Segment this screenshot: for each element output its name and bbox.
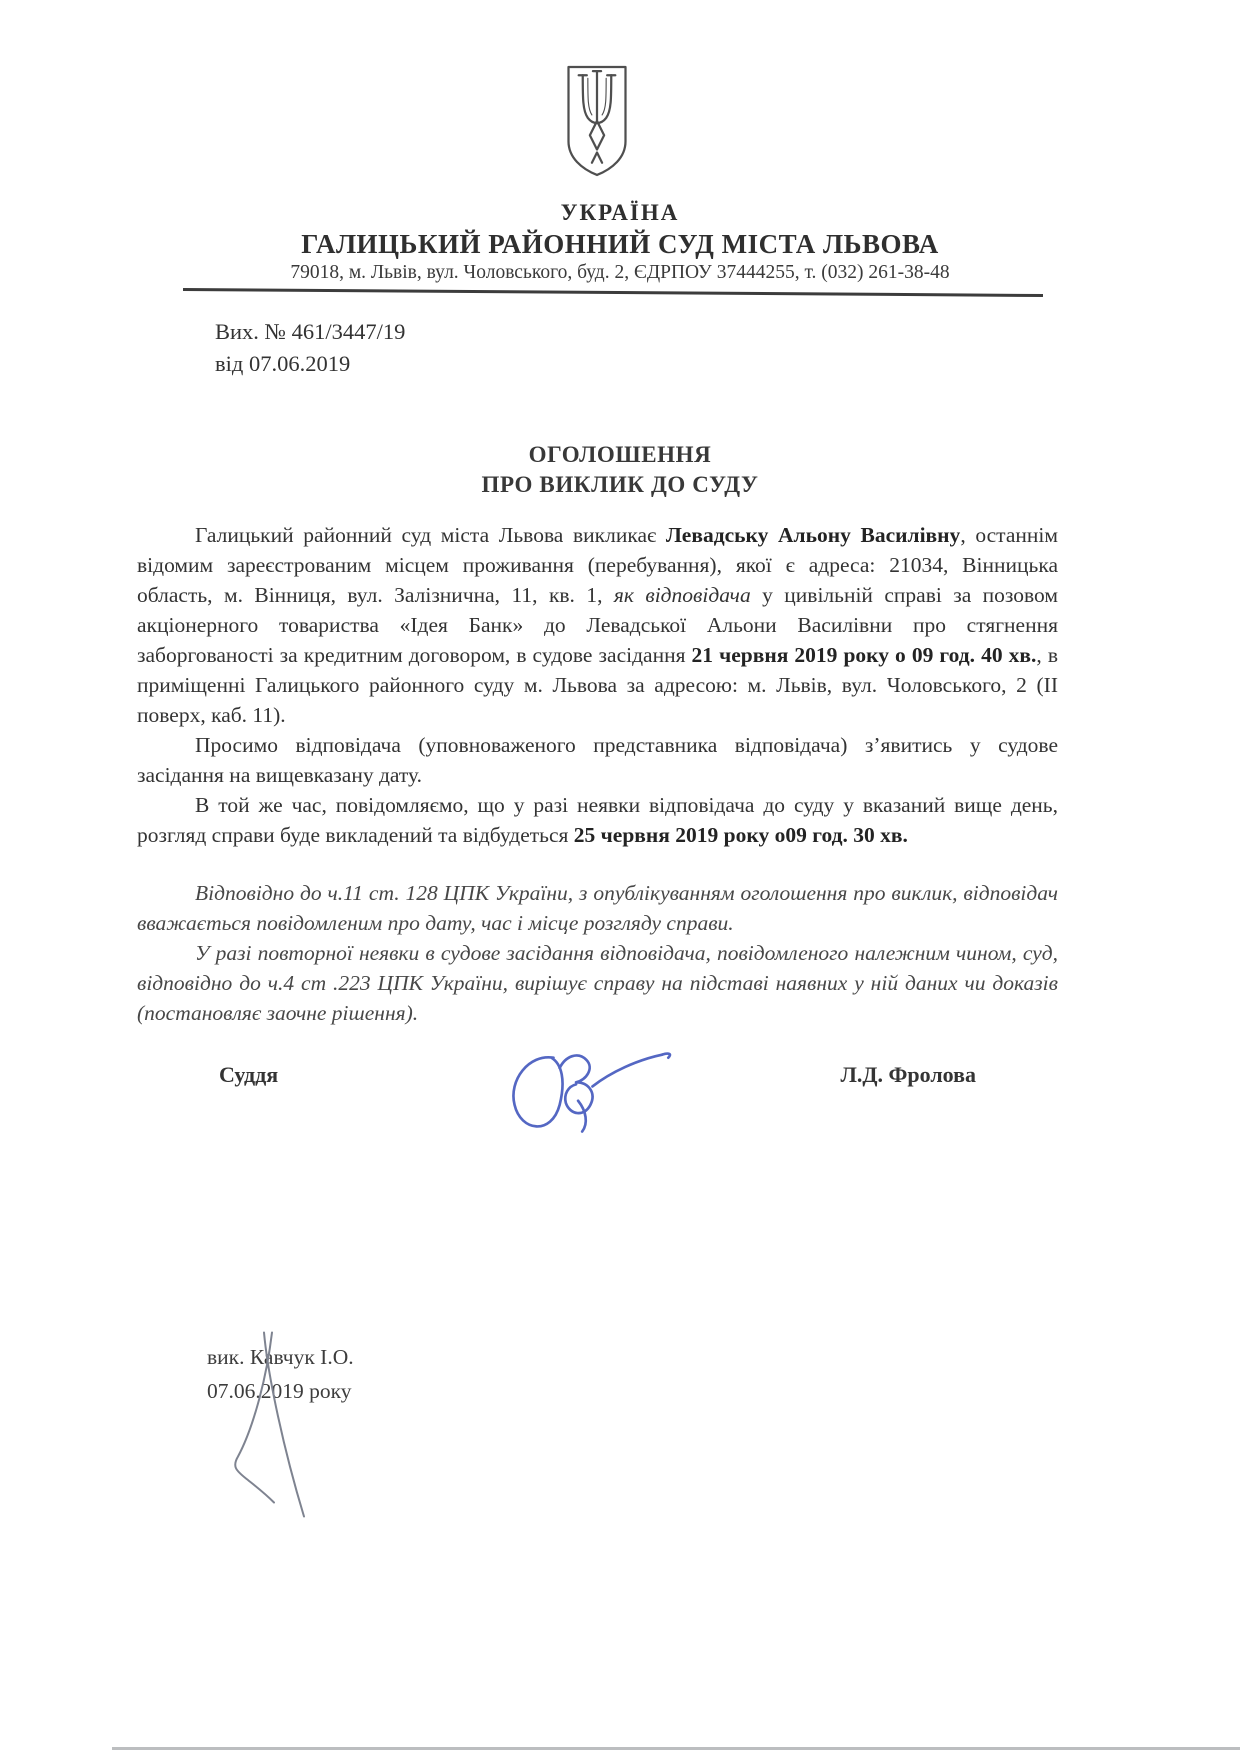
- executor-date: 07.06.2019 року: [207, 1379, 352, 1403]
- outgoing-date: від 07.06.2019: [215, 351, 351, 376]
- paragraph-appear-request: Просимо відповідача (уповноваженого представника відповідача) з’явитись у судове засідання на вищевказану дату.: [137, 733, 1058, 787]
- pen-stroke-icon: [212, 1328, 322, 1533]
- paragraph-summons: Галицький районний суд міста Львова викликає Левадську Альону Василівну, останнім відомим зареєстрованим місцем проживання (перебування), якої є адреса: 21034, Вінницька область, м. Вінниця, вул. Залізнична, 11, кв. 1, як відповідача у цивільній справі за позовом акціонерного товариства «Ідея Банк» до Левадської Альони Василівни про стягнення заборгованості за кредитним договором, в судове засідання 21 червня 2019 року о 09 год. 40 хв., в приміщенні Галицького районного суду м. Львова за адресою: м. Львів, вул. Чоловського, 2 (ІІ поверх, каб. 11).: [137, 523, 1059, 727]
- country-name: УКРАЇНА: [560, 200, 680, 225]
- header-rule: [183, 288, 1043, 297]
- court-address-line: 79018, м. Львів, вул. Чоловського, буд. 2, ЄДРПОУ 37444255, т. (032) 261-38-48: [290, 262, 950, 283]
- reference-block: [215, 316, 405, 380]
- outgoing-number: Вих. № 461/3447/19: [215, 319, 406, 344]
- executor-name: вик. Кавчук І.О.: [207, 1345, 354, 1369]
- judge-role-label: Суддя: [219, 1062, 279, 1087]
- document-title-line2: ПРО ВИКЛИК ДО СУДУ: [481, 472, 759, 497]
- judge-signature-icon: [492, 1040, 697, 1140]
- paragraph-legal-basis-128: Відповідно до ч.11 ст. 128 ЦПК України, з опублікуванням оголошення про виклик, відповідач вважається повідомленим про дату, час і місце розгляду справи.: [137, 881, 1058, 935]
- court-name: ГАЛИЦЬКИЙ РАЙОННИЙ СУД МІСТА ЛЬВОВА: [301, 229, 939, 259]
- ukraine-trident-emblem-icon: [562, 64, 632, 178]
- scan-edge-artifact: [112, 1747, 1240, 1750]
- paragraph-reschedule-notice: В той же час, повідомляємо, що у разі неявки відповідача до суду у вказаний вище день, розгляд справи буде викладений та відбудеться 25 червня 2019 року о09 год. 30 хв.: [137, 793, 1058, 847]
- document-body: [137, 520, 1058, 1028]
- document-title: [0, 440, 1240, 500]
- judge-name: Л.Д. Фролова: [840, 1062, 976, 1087]
- document-title-line1: ОГОЛОШЕННЯ: [528, 442, 712, 467]
- paragraph-legal-basis-223: У разі повторної неявки в судове засідання відповідача, повідомленого належним чином, суд, відповідно до ч.4 ст .223 ЦПК України, вирішує справу на підставі наявних у ній даних чи доказів (постановляє заочне рішення).: [137, 941, 1058, 1025]
